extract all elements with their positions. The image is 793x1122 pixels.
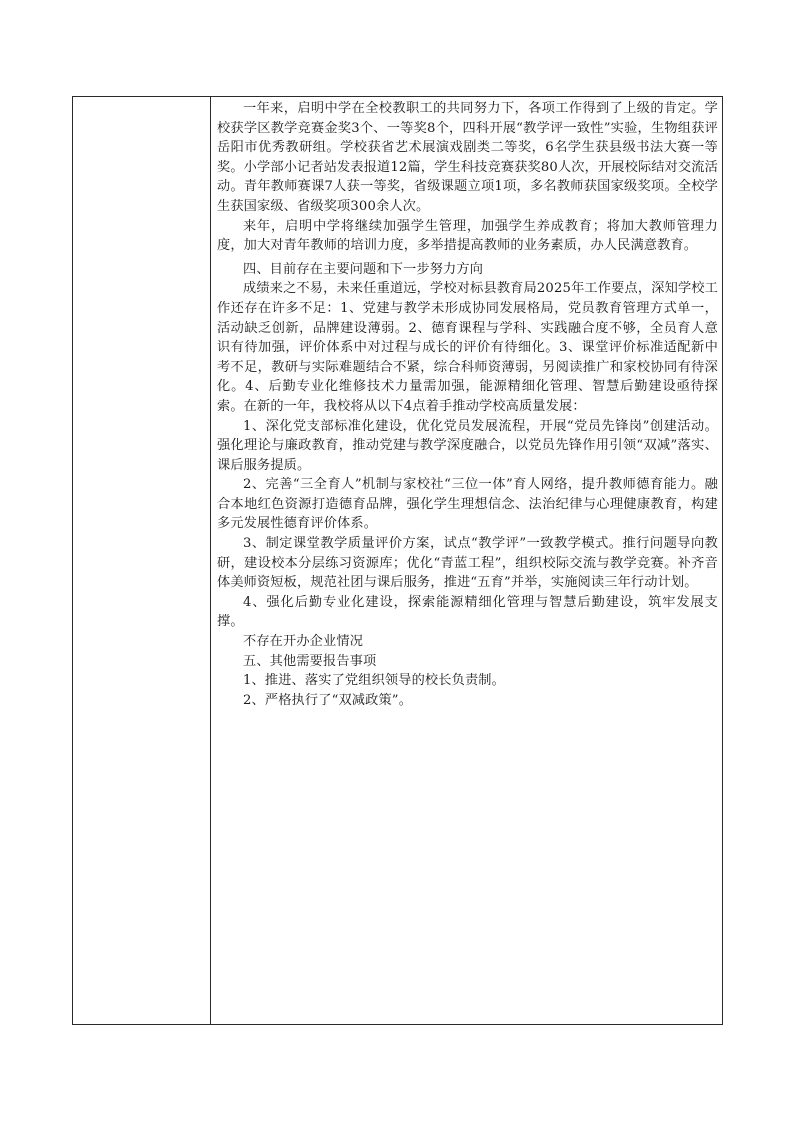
- section-heading-problems: 四、目前存在主要问题和下一步努力方向: [243, 261, 484, 277]
- table-content-cell: [211, 97, 723, 1024]
- paragraph-achievements: 一年来，启明中学在全校教职工的共同努力下，各项工作得到了上级的肯定。学校获学区教学竞赛金奖3个、一等奖8个，四科开展“教学评一致性”实验，生物组获评岳阳市优秀教研组。学校获省艺术展演戏剧类二等奖，6名学生获县级书法大赛一等奖。小学部小记者站发表报道12篇，学生科技竞赛获奖80人次，开展校际结对交流活动。青年教师赛课7人获一等奖，省级课题立项1项，多名教师获国家级奖项。全校学生获国家级、省级奖项300余人次。: [217, 101, 718, 214]
- paragraph-measure-1: 1、深化党支部标准化建设，优化党员发展流程，开展“党员先锋岗”创建活动。强化理论与廉政教育，推动党建与教学深度融合，以党员先锋作用引领“双减”落实、课后服务提质。: [217, 418, 718, 473]
- report-table: [72, 96, 723, 1025]
- paragraph-measure-2: 2、完善“三全育人”机制与家校社“三位一体”育人网络，提升教师德育能力。融合本地红色资源打造德育品牌，强化学生理想信念、法治纪律与心理健康教育，构建多元发展性德育评价体系。: [217, 477, 718, 532]
- paragraph-other-matter-1: 1、推进、落实了党组织领导的校长负责制。: [243, 673, 505, 689]
- paragraph-problems-summary: 成绩来之不易，未来任重道远，学校对标县教育局2025年工作要点，深知学校工作还存在许多不足：1、党建与教学未形成协同发展格局，党员教育管理方式单一，活动缺乏创新，品牌建设薄弱。2、德育课程与学科、实践融合度不够，全员育人意识有待加强，评价体系中对过程与成长的评价有待细化。3、课堂评价标准适配新中考不足，教研与实际难题结合不紧，综合科师资薄弱，另阅读推广和家校协同有待深化。4、后勤专业化维修技术力量需加强，能源精细化管理、智慧后勤建设亟待探索。在新的一年，我校将从以下4点着手推动学校高质量发展：: [217, 281, 718, 414]
- paragraph-measure-3: 3、制定课堂教学质量评价方案，试点“教学评”一致教学模式。推行问题导向教研，建设校本分层练习资源库；优化“青蓝工程”，组织校际交流与教学竞赛。补齐音体美师资短板，规范社团与课后服务，推进“五育”并举，实施阅读三年行动计划。: [217, 536, 718, 591]
- section-heading-other-matters: 五、其他需要报告事项: [243, 653, 377, 669]
- paragraph-measure-4: 4、强化后勤专业化建设，探索能源精细化管理与智慧后勤建设，筑牢发展支撑。: [217, 594, 718, 630]
- table-label-column: [73, 97, 211, 1024]
- paragraph-other-matter-2: 2、严格执行了“双减政策”。: [243, 692, 413, 708]
- paragraph-no-enterprise: 不存在开办企业情况: [243, 634, 364, 650]
- paragraph-next-year-plan: 来年，启明中学将继续加强学生管理，加强学生养成教育；将加大教师管理力度，加大对青年教师的培训力度，多举措提高教师的业务素质，办人民满意教育。: [217, 218, 718, 254]
